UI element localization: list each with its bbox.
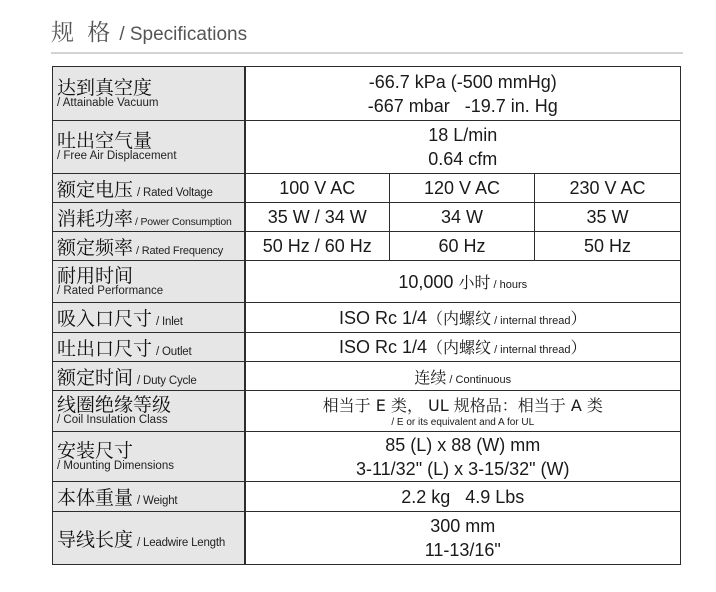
value-text: 100 V AC bbox=[279, 178, 356, 198]
spec-value-frequency-2 bbox=[390, 232, 535, 261]
label-cn: 达到真空度 bbox=[57, 76, 153, 99]
spec-value-voltage-1 bbox=[245, 174, 390, 203]
label-en: / Duty Cycle bbox=[137, 374, 197, 387]
label-en: / Weight bbox=[137, 495, 178, 507]
spec-row-performance bbox=[53, 261, 681, 303]
value-en: / E or its equivalent and A for UL bbox=[391, 417, 535, 428]
label-en: / Rated Performance bbox=[57, 284, 164, 297]
spec-row-vacuum bbox=[53, 67, 681, 121]
spec-value-power-3 bbox=[535, 203, 681, 232]
spec-value-performance bbox=[245, 261, 681, 303]
label-en: / Mounting Dimensions bbox=[57, 459, 174, 472]
value-text: 34 W bbox=[440, 207, 483, 227]
spec-row-weight bbox=[53, 482, 681, 512]
value-line: 0.64 cfm bbox=[428, 149, 498, 169]
label-cn: 吐出口尺寸 bbox=[57, 337, 153, 360]
value-note-cn: （内螺纹 bbox=[427, 338, 492, 357]
value-text: 120 V AC bbox=[423, 178, 501, 198]
spec-row-mounting bbox=[53, 432, 681, 482]
spec-label-power bbox=[53, 203, 245, 232]
value-note-en: / internal thread bbox=[491, 314, 571, 327]
label-cn: 吸入口尺寸 bbox=[57, 308, 153, 330]
heading-divider bbox=[51, 52, 683, 54]
label-en: / Inlet bbox=[156, 316, 183, 328]
spec-row-power bbox=[53, 203, 681, 232]
spec-label-weight bbox=[53, 482, 245, 512]
spec-label-outlet bbox=[53, 333, 245, 362]
spec-row-insulation bbox=[53, 391, 681, 432]
spec-value-outlet bbox=[245, 333, 681, 362]
label-cn: 吐出空气量 bbox=[57, 130, 153, 152]
value-line: 3-11/32" (L) x 3-15/32" (W) bbox=[355, 458, 570, 479]
label-en: / Rated Voltage bbox=[137, 186, 213, 199]
value-note-cn: （内螺纹 bbox=[427, 308, 492, 328]
label-cn: 耐用时间 bbox=[57, 264, 134, 287]
value-unit-cn: 小时 bbox=[453, 272, 491, 292]
value-line: -667 mbar -19.7 in. Hg bbox=[367, 95, 558, 116]
label-en: / Attainable Vacuum bbox=[57, 96, 159, 109]
spec-label-leadwire bbox=[53, 512, 245, 565]
label-en: / Outlet bbox=[156, 345, 192, 358]
spec-value-leadwire bbox=[245, 512, 681, 565]
value-text: 35 W bbox=[586, 207, 629, 227]
label-cn: 本体重量 bbox=[57, 487, 134, 509]
label-cn: 消耗功率 bbox=[57, 207, 134, 230]
spec-value-frequency-1 bbox=[245, 232, 390, 261]
section-heading bbox=[51, 14, 247, 48]
label-en: / Coil Insulation Class bbox=[57, 414, 168, 426]
spec-row-inlet bbox=[53, 303, 681, 333]
spec-label-mounting bbox=[53, 432, 245, 482]
spec-value-weight bbox=[245, 482, 681, 512]
value-text: 230 V AC bbox=[569, 178, 646, 198]
value-text: 50 Hz / 60 Hz bbox=[262, 236, 372, 256]
label-en: / Free Air Displacement bbox=[57, 150, 177, 162]
spec-label-air bbox=[53, 121, 245, 174]
label-cn: 线圈绝缘等级 bbox=[57, 394, 172, 416]
specifications-table bbox=[52, 66, 681, 565]
value-text: 60 Hz bbox=[438, 236, 486, 256]
spec-label-insulation bbox=[53, 391, 245, 432]
label-cn: 额定时间 bbox=[57, 366, 134, 389]
label-cn: 额定电压 bbox=[57, 178, 134, 201]
spec-value-inlet bbox=[245, 303, 681, 333]
value-text: ISO Rc 1/4 bbox=[338, 337, 427, 357]
value-line: 300 mm bbox=[430, 516, 496, 536]
spec-label-voltage bbox=[53, 174, 245, 203]
spec-row-outlet bbox=[53, 333, 681, 362]
spec-row-air bbox=[53, 121, 681, 174]
label-en: / Leadwire Length bbox=[137, 536, 226, 549]
spec-value-air bbox=[245, 121, 681, 174]
value-note-close: ） bbox=[570, 338, 587, 357]
label-cn: 安装尺寸 bbox=[57, 439, 134, 462]
spec-value-mounting bbox=[245, 432, 681, 482]
spec-value-voltage-3 bbox=[535, 174, 681, 203]
spec-value-power-1 bbox=[245, 203, 390, 232]
value-text: 35 W / 34 W bbox=[267, 207, 367, 227]
spec-label-duty bbox=[53, 362, 245, 391]
spec-label-vacuum bbox=[53, 67, 245, 121]
spec-label-frequency bbox=[53, 232, 245, 261]
value-note-close: ） bbox=[570, 308, 587, 328]
spec-row-voltage bbox=[53, 174, 681, 203]
value-en: / Continuous bbox=[446, 373, 512, 386]
spec-value-insulation bbox=[245, 391, 681, 432]
spec-value-duty bbox=[245, 362, 681, 391]
value-cn: 连续 bbox=[414, 367, 447, 387]
heading-en: / Specifications bbox=[119, 24, 248, 45]
spec-row-frequency bbox=[53, 232, 681, 261]
value-note-en: / internal thread bbox=[491, 344, 571, 356]
value-line: -66.7 kPa (-500 mmHg) bbox=[368, 71, 557, 92]
value-text: 2.2 kg 4.9 Lbs bbox=[401, 486, 525, 507]
spec-value-vacuum bbox=[245, 67, 681, 121]
spec-value-voltage-2 bbox=[390, 174, 535, 203]
value-text: 10,000 bbox=[398, 271, 454, 292]
spec-label-performance bbox=[53, 261, 245, 303]
label-cn: 额定频率 bbox=[57, 236, 134, 259]
value-cn: 相当于 E 类， UL 规格品：相当于 A 类 bbox=[322, 396, 603, 415]
label-en: / Rated Frequency bbox=[136, 244, 224, 257]
spec-label-inlet bbox=[53, 303, 245, 333]
spec-row-leadwire bbox=[53, 512, 681, 565]
value-unit-en: / hours bbox=[490, 278, 528, 291]
value-text: 50 Hz bbox=[583, 236, 632, 256]
label-en: / Power Consumption bbox=[135, 215, 232, 228]
spec-value-power-2 bbox=[390, 203, 535, 232]
value-line: 11-13/16" bbox=[424, 540, 501, 560]
value-text: ISO Rc 1/4 bbox=[338, 307, 427, 328]
spec-value-frequency-3 bbox=[535, 232, 681, 261]
heading-cn: 规 格 bbox=[51, 20, 114, 46]
label-cn: 导线长度 bbox=[57, 528, 134, 551]
value-line: 18 L/min bbox=[428, 125, 498, 145]
value-line: 85 (L) x 88 (W) mm bbox=[385, 434, 541, 455]
spec-row-duty bbox=[53, 362, 681, 391]
